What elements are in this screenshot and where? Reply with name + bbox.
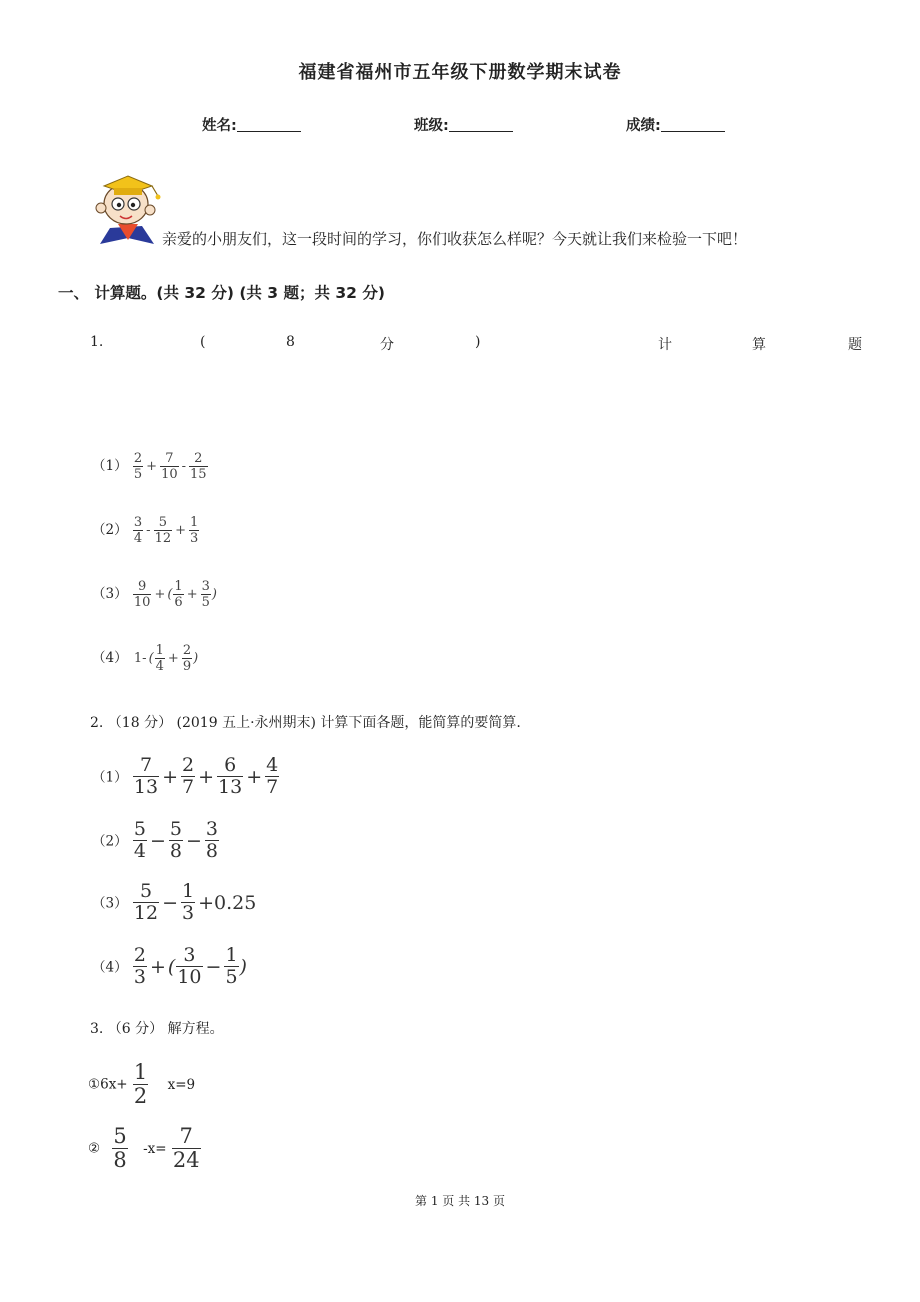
numerator: 9 bbox=[138, 579, 147, 594]
expression bbox=[132, 818, 220, 862]
fraction bbox=[154, 516, 173, 545]
fraction bbox=[133, 882, 159, 923]
q3-equation-2 bbox=[88, 1126, 202, 1171]
q2-item-4 bbox=[92, 946, 247, 987]
fraction bbox=[205, 820, 219, 861]
fraction bbox=[217, 756, 243, 797]
greeting-text: 亲爱的小朋友们，这一段时间的学习，你们收获怎么样呢？今天就让我们来检验一下吧！ bbox=[162, 230, 748, 248]
denominator: 15 bbox=[190, 467, 207, 482]
denominator: 12 bbox=[154, 531, 172, 546]
score-label: 成绩: bbox=[626, 118, 661, 134]
q1-item-1 bbox=[92, 452, 209, 481]
expression bbox=[132, 944, 247, 988]
denominator: 7 bbox=[266, 776, 279, 798]
fraction bbox=[133, 946, 147, 987]
fraction bbox=[201, 580, 211, 609]
denominator: 13 bbox=[218, 776, 243, 798]
q3-text: 3. （6 分） 解方程。 bbox=[90, 1021, 224, 1037]
fraction bbox=[189, 516, 199, 545]
fraction bbox=[155, 644, 165, 673]
numerator: 1 bbox=[225, 944, 238, 966]
eq1-suffix: x=9 bbox=[167, 1076, 196, 1093]
operator: + bbox=[154, 587, 166, 602]
numerator: 7 bbox=[139, 754, 153, 776]
operator: + bbox=[149, 955, 166, 978]
operator: 1- bbox=[133, 651, 147, 666]
q2-item-3 bbox=[92, 882, 258, 923]
expression bbox=[132, 451, 209, 482]
fraction bbox=[176, 946, 202, 987]
operator: + bbox=[198, 765, 215, 788]
denominator: 4 bbox=[133, 840, 146, 862]
denominator: 3 bbox=[190, 531, 199, 546]
denominator: 9 bbox=[182, 659, 192, 674]
denominator: 5 bbox=[133, 467, 143, 482]
denominator: 3 bbox=[133, 966, 146, 988]
name-label: 姓名: bbox=[202, 118, 237, 134]
operator: + bbox=[175, 523, 187, 538]
expression bbox=[132, 515, 200, 546]
numerator: 5 bbox=[169, 818, 182, 840]
section-heading: 一、 计算题。(共 32 分) (共 3 题；共 32 分) bbox=[58, 284, 385, 302]
q1-item-3 bbox=[92, 580, 217, 609]
numerator: 3 bbox=[201, 579, 210, 594]
numerator: 2 bbox=[133, 944, 146, 966]
denominator: 4 bbox=[155, 659, 164, 674]
fraction bbox=[265, 756, 279, 797]
q1-part-2: 分 bbox=[380, 337, 394, 353]
q1-header bbox=[0, 334, 920, 354]
numerator: 1 bbox=[155, 643, 164, 658]
operator: − bbox=[205, 955, 222, 978]
numerator: 5 bbox=[139, 880, 153, 902]
fraction bbox=[173, 580, 183, 609]
denominator: 4 bbox=[133, 531, 143, 546]
item-label: （2） bbox=[92, 833, 128, 850]
numerator: 1 bbox=[133, 1060, 148, 1084]
q1-part-3: ) bbox=[475, 334, 481, 350]
q2-item-2 bbox=[92, 820, 220, 861]
q1-item-2 bbox=[92, 516, 200, 545]
parenthesis: ( bbox=[148, 651, 154, 666]
numerator: 3 bbox=[205, 818, 219, 840]
q1-part-4: 计 bbox=[658, 337, 672, 353]
numerator: 1 bbox=[190, 515, 199, 530]
fraction bbox=[133, 580, 152, 609]
operator: − bbox=[149, 829, 166, 852]
name-blank bbox=[237, 117, 301, 132]
denominator: 24 bbox=[172, 1148, 200, 1172]
eq2-prefix: ② bbox=[88, 1140, 101, 1157]
q1-item-4 bbox=[92, 644, 198, 673]
denominator: 13 bbox=[133, 776, 159, 798]
operator: + bbox=[162, 765, 178, 788]
item-label: （2） bbox=[92, 522, 128, 538]
operator: - bbox=[146, 523, 151, 538]
denominator: 10 bbox=[161, 467, 178, 482]
fraction bbox=[160, 452, 179, 481]
fraction bbox=[182, 644, 192, 673]
numerator: 2 bbox=[133, 451, 143, 466]
denominator: 2 bbox=[133, 1084, 148, 1108]
expression bbox=[132, 880, 258, 924]
eq2-middle: -x= bbox=[143, 1140, 167, 1157]
numerator: 5 bbox=[133, 818, 146, 840]
q1-number: 1. bbox=[90, 334, 104, 350]
denominator: 7 bbox=[182, 776, 195, 798]
parenthesis: ) bbox=[211, 587, 217, 602]
fraction bbox=[169, 820, 183, 861]
class-label: 班级: bbox=[414, 118, 449, 134]
numerator: 7 bbox=[165, 451, 174, 466]
page-footer: 第 1 页 共 13 页 bbox=[415, 1194, 505, 1208]
denominator: 12 bbox=[133, 902, 159, 924]
q1-part-5: 算 bbox=[752, 337, 766, 353]
q1-part-1: 8 bbox=[286, 334, 295, 350]
numerator: 6 bbox=[224, 754, 237, 776]
class-field bbox=[414, 114, 513, 135]
denominator: 10 bbox=[177, 966, 202, 988]
denominator: 8 bbox=[113, 1148, 127, 1172]
fraction bbox=[133, 452, 143, 481]
parenthesis: ( bbox=[167, 955, 176, 978]
fraction bbox=[133, 756, 159, 797]
numerator: 5 bbox=[158, 515, 167, 530]
numerator: 1 bbox=[182, 880, 195, 902]
expression bbox=[132, 754, 280, 798]
operator: - bbox=[181, 459, 187, 474]
numerator: 7 bbox=[179, 1124, 193, 1148]
operator: + bbox=[246, 765, 263, 788]
eq2-fraction-2 bbox=[172, 1126, 201, 1171]
class-blank bbox=[449, 117, 513, 132]
numerator: 2 bbox=[182, 754, 195, 776]
denominator: 10 bbox=[133, 595, 151, 610]
q1-part-0: ( bbox=[200, 334, 206, 350]
item-label: （1） bbox=[92, 458, 128, 474]
parenthesis: ) bbox=[193, 651, 199, 666]
numerator: 4 bbox=[266, 754, 279, 776]
name-field bbox=[202, 114, 301, 135]
fraction bbox=[133, 516, 143, 545]
operator: − bbox=[186, 829, 202, 852]
fraction bbox=[181, 882, 195, 923]
fraction bbox=[224, 946, 238, 987]
numerator: 3 bbox=[183, 944, 196, 966]
denominator: 8 bbox=[169, 840, 182, 862]
denominator: 3 bbox=[182, 902, 195, 924]
parenthesis: ) bbox=[239, 955, 247, 978]
operator: + bbox=[186, 587, 198, 602]
numerator: 2 bbox=[194, 451, 203, 466]
q3-equation-1 bbox=[88, 1062, 195, 1107]
denominator: 6 bbox=[174, 595, 183, 610]
denominator: 8 bbox=[205, 840, 219, 862]
fraction bbox=[133, 820, 147, 861]
parenthesis: ( bbox=[167, 587, 173, 602]
item-label: （4） bbox=[92, 650, 128, 666]
q2-item-1 bbox=[92, 756, 280, 797]
numerator: 2 bbox=[182, 643, 192, 658]
page-title: 福建省福州市五年级下册数学期末试卷 bbox=[298, 62, 622, 83]
numerator: 1 bbox=[174, 579, 183, 594]
q2-text: 2. （18 分） (2019 五上·永州期末) 计算下面各题，能简算的要简算. bbox=[90, 715, 521, 731]
score-blank bbox=[661, 117, 725, 132]
item-label: （3） bbox=[92, 586, 128, 602]
eq2-fraction-1 bbox=[112, 1126, 127, 1171]
item-label: （3） bbox=[92, 895, 128, 912]
expression bbox=[132, 579, 217, 610]
doctor-cartoon-icon bbox=[92, 166, 164, 246]
q1-part-6: 题 bbox=[848, 337, 862, 353]
denominator: 5 bbox=[225, 966, 238, 988]
fraction bbox=[189, 452, 208, 481]
denominator: 5 bbox=[201, 595, 210, 610]
fraction bbox=[181, 756, 195, 797]
eq1-fraction bbox=[133, 1062, 148, 1107]
operator: +0.25 bbox=[198, 891, 257, 914]
eq1-prefix: ①6x+ bbox=[88, 1076, 128, 1093]
expression bbox=[132, 643, 199, 674]
operator: + bbox=[167, 651, 179, 666]
item-label: （4） bbox=[92, 959, 128, 976]
numerator: 5 bbox=[113, 1124, 127, 1148]
score-field bbox=[626, 114, 725, 135]
operator: − bbox=[162, 891, 178, 914]
item-label: （1） bbox=[92, 769, 128, 786]
numerator: 3 bbox=[133, 515, 143, 530]
operator: + bbox=[146, 459, 158, 474]
